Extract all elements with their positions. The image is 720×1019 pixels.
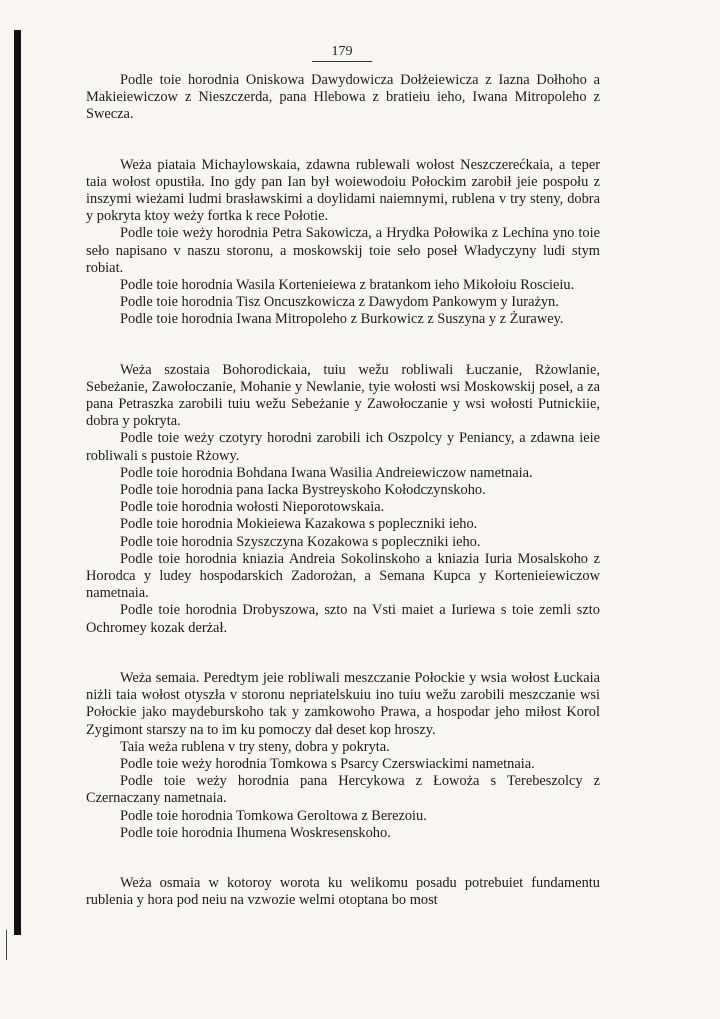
paragraph: Podle toie weży horodnia pana Hercykowa z Łowoża s Terebeszolcy z Czernaczany nametnaia. bbox=[86, 773, 600, 807]
page-number: 179 bbox=[312, 44, 372, 62]
paragraph: Podle toie horodnia Mokieiewa Kazakowa s popleczniki ieho. bbox=[120, 516, 478, 533]
paragraph: Podle toie horodnia wołosti Nieporotowskaia. bbox=[120, 499, 385, 516]
paragraph: Podle toie horodnia Tisz Oncuszkowicza z Dawydom Pankowym y Iurażyn. bbox=[120, 294, 559, 311]
paragraph: Podle toie horodnia Tomkowa Geroltowa z Berezoiu. bbox=[120, 807, 427, 824]
paragraph: Podle toie horodnia Szyszczyna Kozakowa s popleczniki ieho. bbox=[120, 533, 481, 550]
scan-margin-mark bbox=[6, 930, 7, 960]
paragraph: Podle toie weży horodnia Petra Sakowicza, a Hrydka Połowika z Lechina yno toie seło napisano v naszu storonu, a moskowskij toie seło poseł Władyczyny ludi stym robiat. bbox=[86, 225, 600, 276]
paragraph: Podle toie horodnia Oniskowa Dawydowicza Dołżeiewicza z Iazna Dołhoho a Makieiewiczow z Nieszczerda, pana Hlebowa z bratieiu ieho, Iwana Mitropoleho z Swecza. bbox=[86, 72, 600, 123]
paragraph: Taia weża rublena v try steny, dobra y pokryta. bbox=[120, 738, 390, 755]
paragraph: Podle toie weży horodnia Tomkowa s Psarcy Czerswiackimi nametnaia. bbox=[120, 755, 535, 772]
paragraph: Weża piataia Michaylowskaia, zdawna rublewali wołost Neszczerećkaia, a teper taia wołost opustiła. Ino gdy pan Ian był woiewodoiu Połockim zarobił jeie pospołu z inszymi wieżami ludmi brasławskimi a doylidami naiemnymi, rublena v try steny, dobra y pokryta ktoy weży fortka k rece Połotie. bbox=[86, 156, 600, 225]
paragraph: Podle toie horodnia pana Iacka Bystreyskoho Kołodczynskoho. bbox=[120, 482, 486, 499]
paragraph: Podle toie weży czotyry horodni zarobili ich Oszpolcy y Peniancy, a zdawna ieie robliwali s pustoie Rżowy. bbox=[86, 430, 600, 464]
paragraph: Weża osmaia w kotoroy worota ku welikomu posadu potrebuiet fundamentu rublenia y hora pod neiu na vzwozie welmi otoptana bo most bbox=[86, 874, 600, 909]
paragraph: Podle toie horodnia Bohdana Iwana Wasilia Andreiewiczow nametnaia. bbox=[120, 464, 533, 481]
paragraph: Weża szostaia Bohorodickaia, tuiu wežu robliwali Łuczanie, Rżowlanie, Sebeżanie, Zawołoczanie, Mohanie y Newlanie, tyie wołosti wsi Moskowskij poseł, a za pana Petraszka zarobili tuiu wežu Sebeżanie y Zawołoczanie y wsi wołosti Putnickiie, dobra y pokryta. bbox=[86, 361, 600, 430]
paragraph: Weża semaia. Peredtym jeie robliwali meszczanie Połockie y wsia wołost Łuckaia niżli taia wołost otyszła v storonu nepriatelskuiu ino tuiu wežu zarobili meszczanie wsi Połockie jako maydeburskoho tak y zamkowoho Prawa, a hospodar jeho miłost Korol Zygimont starszy na to im ku pomoczy dał deset kop hroszy. bbox=[86, 669, 600, 738]
paragraph: Podle toie horodnia Ihumena Woskresenskoho. bbox=[120, 824, 391, 841]
paragraph: Podle toie horodnia Drobyszowa, szto na Vsti maiet a Iuriewa s toie zemli szto Ochromey kozak derżał. bbox=[86, 602, 600, 636]
scan-binding-edge bbox=[14, 30, 21, 935]
document-body bbox=[86, 72, 600, 909]
paragraph: Podle toie horodnia Iwana Mitropoleho z Burkowicz z Suszyna y z Żurawey. bbox=[120, 311, 564, 328]
paragraph: Podle toie horodnia Wasila Kortenieiewa z bratankom ieho Mikołoiu Roscieiu. bbox=[120, 277, 575, 294]
paragraph: Podle toie horodnia kniazia Andreia Sokolinskoho a kniazia Iuria Mosalskoho z Horodca y ludey hospodarskich Zadorożan, a Semana Kupca y Kortenieiewiczow nametnaia. bbox=[86, 550, 600, 602]
